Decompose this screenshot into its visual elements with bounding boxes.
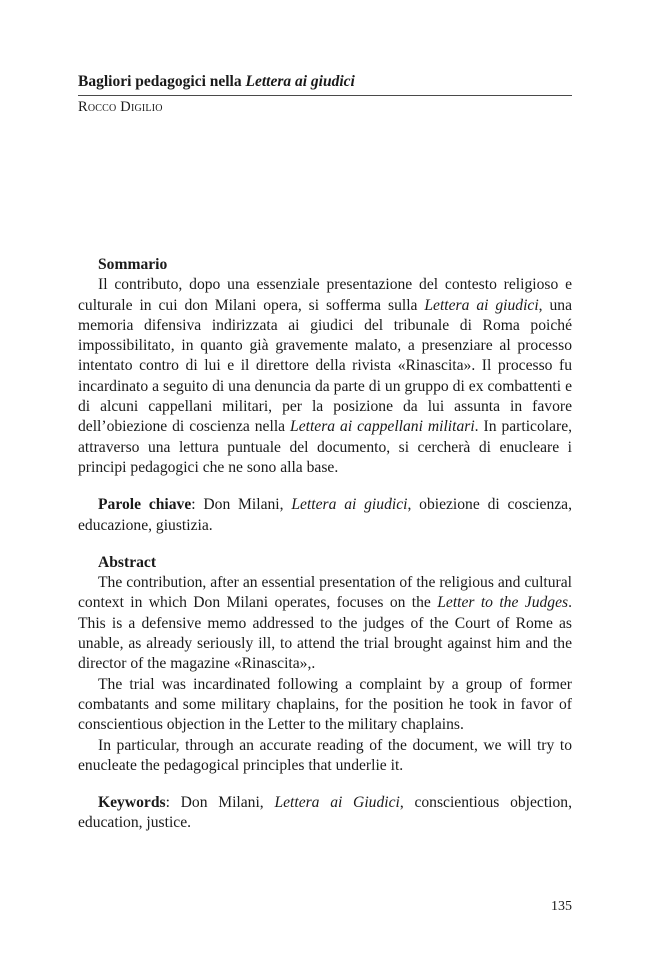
keywords-label: Keywords — [98, 794, 166, 812]
article-body — [78, 255, 572, 834]
abstract-heading: Abstract — [98, 553, 157, 571]
abstract-text-1: The contribution, after an essential presentation of the religious and cultural context in which Don Milani operates, focuses on the — [78, 574, 572, 612]
sommario-paragraph — [78, 275, 572, 478]
sommario-italic-1: Lettera ai giudici — [424, 296, 539, 314]
spacer — [78, 478, 572, 495]
sommario-italic-2: Lettera ai cappellani militari — [290, 418, 475, 436]
abstract-paragraph-2: The trial was incardinated following a complaint by a group of former combatants and some military chaplains, for the position he took in favor of conscientious objection in the Letter to the military chaplains. — [78, 675, 572, 734]
parole-chiave-after: , obiezione di coscienza, educazione, giustizia. — [78, 496, 573, 534]
running-title-text: Bagliori pedagogici nella — [78, 73, 242, 90]
parole-chiave-paragraph — [78, 495, 572, 536]
abstract-paragraph-3: In particular, through an accurate reading of the document, we will try to enucleate the pedagogical principles that underlie it. — [78, 736, 572, 774]
parole-chiave-italic: Lettera ai giudici — [291, 496, 408, 514]
header-rule — [78, 95, 572, 96]
keywords-before: : Don Milani, — [165, 794, 264, 812]
abstract-italic-1: Letter to the Judges — [437, 594, 569, 612]
sommario-text-2: , una memoria difensiva indirizzata ai giudici del tribunale di Roma poiché impossibilitato, in quanto già gravemente malato, a presenziare al processo intentato contro di lui e il direttore della rivista «Rinascita». Il processo fu incardinato a seguito di una denuncia da parte di un gruppo di ex combattenti e di alcuni cappellani militari, per la posizione da lui assunta in favore dell’obiezione di coscienza nella — [78, 296, 572, 436]
author-name: Rocco Digilio — [78, 99, 163, 115]
spacer — [78, 776, 572, 793]
sommario-heading: Sommario — [98, 256, 168, 273]
abstract-paragraph-1 — [78, 573, 572, 674]
running-title-italic: Lettera ai giudici — [245, 73, 355, 90]
sommario-text-3: . In particolare, attraverso una lettura puntuale del documento, si cercherà di enucleare i principi pedagogici che ne sono alla base. — [78, 418, 573, 476]
running-title — [78, 71, 355, 93]
keywords-paragraph — [78, 793, 572, 834]
sommario-text-1: Il contributo, dopo una essenziale presentazione del contesto religioso e culturale in cui don Milani opera, si sofferma sulla — [78, 276, 572, 314]
keywords-italic: Lettera ai Giudici — [274, 794, 400, 812]
page-number: 135 — [551, 899, 572, 914]
keywords-after: , conscientious objection, education, justice. — [78, 794, 572, 832]
spacer — [78, 536, 572, 553]
parole-chiave-before: : Don Milani, — [191, 496, 284, 514]
abstract-text-1-rest: . This is a defensive memo addressed to the judges of the Court of Rome as unable, as already seriously ill, to attend the trial brought against him and the director of the magazine «Rinascita»,. — [78, 594, 572, 673]
parole-chiave-label: Parole chiave — [98, 496, 192, 514]
